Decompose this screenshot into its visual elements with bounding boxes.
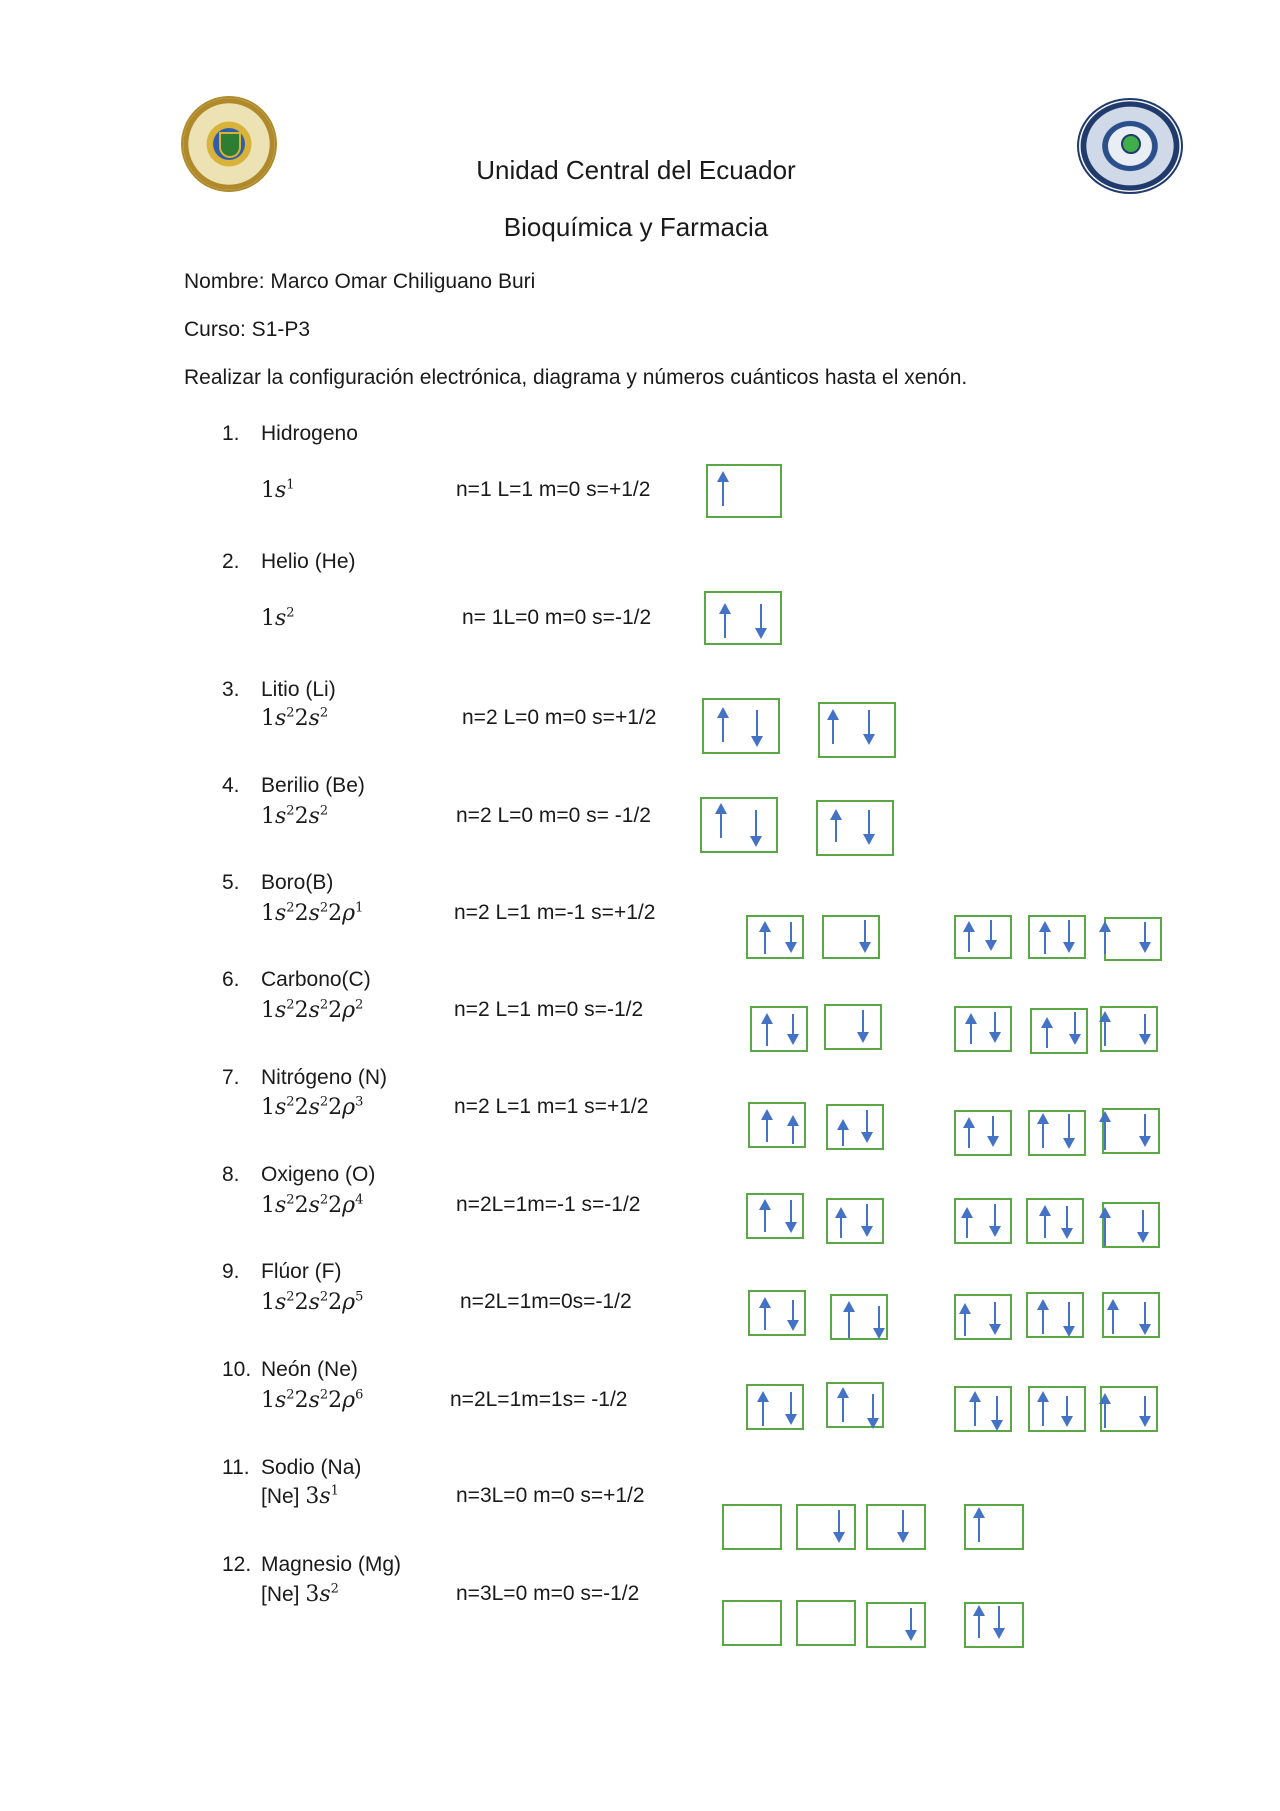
quantum-numbers: n=2L=1m=-1 s=-1/2 [456, 1193, 641, 1216]
shell-number: 2 [294, 1193, 309, 1218]
shell-number: 1 [261, 1388, 275, 1413]
subshell-letter: s [275, 606, 287, 631]
element-name: Magnesio (Mg) [261, 1553, 402, 1576]
spin-down-arrow-icon [998, 1606, 1000, 1630]
spin-down-arrow-icon [1144, 922, 1146, 944]
shell-number: 1 [261, 606, 275, 631]
document-title: Unidad Central del Ecuador [476, 155, 796, 185]
quantum-numbers: n=2 L=1 m=-1 s=+1/2 [454, 901, 656, 924]
spin-up-arrow-icon [842, 1396, 844, 1422]
shell-number: 3 [305, 1484, 320, 1509]
electron-count: 2 [319, 1094, 329, 1110]
electron-count: 2 [319, 1289, 329, 1305]
spin-down-arrow-icon [1066, 1396, 1068, 1418]
spin-down-arrow-icon [1144, 1014, 1146, 1036]
element-number: 8. [222, 1163, 240, 1186]
shell-number: 2 [328, 998, 343, 1023]
subshell-letter: s [275, 901, 287, 926]
orbital-box [1026, 1198, 1084, 1244]
orbital-box [700, 797, 778, 853]
spin-down-arrow-icon [910, 1608, 912, 1632]
spin-down-arrow-icon [866, 1110, 868, 1134]
shell-number: 1 [261, 998, 275, 1023]
electron-configuration [261, 1290, 363, 1315]
subshell-letter: ρ [342, 1193, 356, 1218]
spin-down-arrow-icon [1074, 1012, 1076, 1036]
shell-number: 2 [328, 1388, 343, 1413]
spin-down-arrow-icon [1144, 1396, 1146, 1418]
orbital-box [824, 1004, 882, 1050]
quantum-numbers: n=3L=0 m=0 s=-1/2 [456, 1582, 640, 1605]
electron-configuration [261, 606, 295, 631]
subshell-letter: s [308, 1290, 320, 1315]
spin-up-arrow-icon [848, 1310, 850, 1338]
shell-number: 1 [261, 1193, 275, 1218]
spin-up-arrow-icon [720, 812, 722, 838]
orbital-box [702, 698, 780, 754]
electron-count: 2 [286, 1192, 295, 1208]
spin-down-arrow-icon [902, 1510, 904, 1534]
spin-down-arrow-icon [1068, 1302, 1070, 1328]
spin-down-arrow-icon [878, 1306, 880, 1330]
electron-count: 3 [355, 1094, 364, 1110]
electron-count: 2 [319, 900, 329, 916]
spin-down-arrow-icon [872, 1394, 874, 1420]
course-line: Curso: S1-P3 [184, 318, 311, 341]
subshell-letter: s [308, 901, 320, 926]
electron-configuration [261, 1484, 339, 1509]
spin-down-arrow-icon [1068, 920, 1070, 944]
shell-number: 2 [328, 1290, 343, 1315]
subshell-letter: s [275, 1095, 287, 1120]
orbital-box [796, 1504, 856, 1550]
shell-number: 3 [305, 1582, 320, 1607]
spin-up-arrow-icon [966, 1216, 968, 1238]
subshell-letter: ρ [342, 1388, 356, 1413]
spin-down-arrow-icon [868, 710, 870, 736]
element-name: Berilio (Be) [261, 774, 365, 797]
spin-down-arrow-icon [838, 1510, 840, 1534]
element-number: 7. [222, 1066, 240, 1089]
spin-up-arrow-icon [1104, 930, 1106, 954]
spin-down-arrow-icon [862, 1010, 864, 1034]
shell-number: 2 [328, 901, 343, 926]
spin-up-arrow-icon [970, 1022, 972, 1044]
spin-down-arrow-icon [755, 810, 757, 838]
electron-count: 2 [319, 997, 329, 1013]
spin-up-arrow-icon [766, 1022, 768, 1046]
spin-up-arrow-icon [1042, 1308, 1044, 1334]
spin-down-arrow-icon [1066, 1206, 1068, 1230]
orbital-box [954, 1006, 1012, 1052]
spin-up-arrow-icon [722, 480, 724, 506]
electron-count: 2 [286, 1094, 295, 1110]
spin-up-arrow-icon [764, 1208, 766, 1232]
electron-count: 2 [286, 605, 295, 621]
electron-count: 5 [355, 1289, 364, 1305]
spin-up-arrow-icon [1104, 1120, 1106, 1150]
orbital-box [796, 1600, 856, 1646]
subshell-letter: ρ [342, 901, 356, 926]
electron-count: 2 [286, 1289, 295, 1305]
spin-up-arrow-icon [968, 930, 970, 952]
quantum-numbers: n=2 L=0 m=0 s= -1/2 [456, 804, 651, 827]
element-number: 11. [222, 1456, 250, 1479]
electron-configuration [261, 1582, 339, 1607]
element-number: 2. [222, 550, 240, 573]
shell-number: 1 [261, 804, 275, 829]
subshell-letter: s [308, 1095, 320, 1120]
spin-down-arrow-icon [756, 710, 758, 738]
electron-count: 2 [355, 997, 364, 1013]
spin-down-arrow-icon [996, 1396, 998, 1422]
electron-count: 2 [286, 1387, 295, 1403]
orbital-box [954, 1294, 1012, 1340]
spin-down-arrow-icon [868, 810, 870, 836]
orbital-box [816, 800, 894, 856]
electron-count: 2 [286, 705, 295, 721]
electron-count: 4 [355, 1192, 364, 1208]
electron-count: 1 [286, 477, 295, 493]
spin-up-arrow-icon [764, 1306, 766, 1330]
spin-down-arrow-icon [790, 922, 792, 944]
shell-number: 1 [261, 706, 275, 731]
spin-down-arrow-icon [994, 1204, 996, 1228]
spin-up-arrow-icon [766, 1118, 768, 1142]
element-number: 1. [222, 422, 240, 445]
spin-up-arrow-icon [1046, 1026, 1048, 1048]
shell-number: 2 [328, 1095, 343, 1120]
orbital-box [1104, 917, 1162, 961]
spin-up-arrow-icon [764, 930, 766, 954]
spin-down-arrow-icon [760, 604, 762, 630]
shell-number: 1 [261, 1095, 275, 1120]
spin-up-arrow-icon [724, 612, 726, 638]
spin-down-arrow-icon [990, 920, 992, 942]
element-name: Helio (He) [261, 550, 356, 573]
electron-configuration [261, 706, 328, 731]
spin-up-arrow-icon [792, 1124, 794, 1144]
spin-down-arrow-icon [792, 1300, 794, 1322]
element-number: 3. [222, 678, 240, 701]
spin-up-arrow-icon [1042, 1400, 1044, 1426]
spin-up-arrow-icon [974, 1400, 976, 1426]
spin-up-arrow-icon [1104, 1402, 1106, 1428]
shell-number: 2 [328, 1193, 343, 1218]
orbital-box [722, 1600, 782, 1646]
electron-configuration [261, 998, 363, 1023]
configuration-core: [Ne] [261, 1485, 306, 1508]
spin-down-arrow-icon [790, 1200, 792, 1224]
element-name: Nitrógeno (N) [261, 1066, 388, 1089]
quantum-numbers: n=2 L=1 m=1 s=+1/2 [454, 1095, 649, 1118]
spin-down-arrow-icon [994, 1012, 996, 1034]
subshell-letter: s [319, 1484, 331, 1509]
subshell-letter: s [275, 706, 287, 731]
electron-count: 2 [330, 1581, 339, 1597]
subshell-letter: s [275, 1388, 287, 1413]
spin-up-arrow-icon [968, 1126, 970, 1148]
element-number: 9. [222, 1260, 240, 1283]
spin-up-arrow-icon [832, 718, 834, 744]
subshell-letter: s [308, 706, 320, 731]
shell-number: 2 [294, 1388, 309, 1413]
spin-down-arrow-icon [1142, 1210, 1144, 1234]
student-name: Nombre: Marco Omar Chiliguano Buri [184, 270, 536, 293]
subshell-letter: s [275, 804, 287, 829]
orbital-box [704, 591, 782, 645]
electron-count: 2 [319, 803, 329, 819]
electron-configuration [261, 1193, 363, 1218]
subshell-letter: s [275, 998, 287, 1023]
element-number: 4. [222, 774, 240, 797]
seal-molecule-icon [1121, 134, 1141, 154]
electron-count: 1 [330, 1483, 339, 1499]
quantum-numbers: n=2 L=0 m=0 s=+1/2 [462, 706, 657, 729]
subshell-letter: ρ [342, 998, 356, 1023]
subshell-letter: ρ [342, 1095, 356, 1120]
spin-up-arrow-icon [722, 716, 724, 742]
shell-number: 1 [261, 901, 275, 926]
shell-number: 2 [294, 998, 309, 1023]
spin-down-arrow-icon [994, 1302, 996, 1326]
orbital-box [826, 1198, 884, 1244]
element-number: 12. [222, 1553, 252, 1576]
orbital-box [954, 1386, 1012, 1432]
orbital-box [750, 1006, 808, 1052]
shell-number: 2 [294, 1095, 309, 1120]
orbital-box [1030, 1008, 1088, 1054]
element-name: Neón (Ne) [261, 1358, 358, 1381]
shell-number: 2 [294, 1290, 309, 1315]
orbital-box [826, 1104, 884, 1150]
spin-up-arrow-icon [978, 1614, 980, 1638]
spin-down-arrow-icon [792, 1014, 794, 1036]
subshell-letter: ρ [342, 1290, 356, 1315]
element-name: Oxigeno (O) [261, 1163, 376, 1186]
quantum-numbers: n=1 L=1 m=0 s=+1/2 [456, 478, 651, 501]
shell-number: 1 [261, 478, 275, 503]
orbital-box [866, 1504, 926, 1550]
spin-up-arrow-icon [762, 1400, 764, 1426]
spin-down-arrow-icon [864, 920, 866, 944]
spin-up-arrow-icon [1112, 1308, 1114, 1334]
orbital-box [722, 1504, 782, 1550]
subshell-letter: s [319, 1582, 331, 1607]
electron-count: 2 [286, 900, 295, 916]
document-subtitle: Bioquímica y Farmacia [503, 212, 769, 242]
orbital-box [1028, 915, 1086, 959]
orbital-box [822, 915, 880, 959]
spin-down-arrow-icon [1144, 1114, 1146, 1138]
spin-up-arrow-icon [1044, 930, 1046, 954]
spin-down-arrow-icon [1068, 1114, 1070, 1140]
spin-down-arrow-icon [790, 1392, 792, 1416]
subshell-letter: s [275, 1193, 287, 1218]
element-number: 6. [222, 968, 240, 991]
spin-up-arrow-icon [1042, 1122, 1044, 1148]
electron-count: 2 [319, 1387, 329, 1403]
spin-up-arrow-icon [842, 1128, 844, 1146]
quantum-numbers: n=3L=0 m=0 s=+1/2 [456, 1484, 645, 1507]
spin-up-arrow-icon [840, 1216, 842, 1238]
electron-configuration [261, 804, 328, 829]
subshell-letter: s [308, 1388, 320, 1413]
electron-count: 2 [319, 1192, 329, 1208]
orbital-box [1026, 1292, 1084, 1338]
element-name: Carbono(C) [261, 968, 371, 991]
quantum-numbers: n=2L=1m=1s= -1/2 [450, 1388, 628, 1411]
spin-up-arrow-icon [964, 1312, 966, 1336]
spin-up-arrow-icon [1104, 1020, 1106, 1046]
spin-down-arrow-icon [866, 1204, 868, 1228]
electron-count: 6 [355, 1387, 364, 1403]
electron-configuration [261, 901, 363, 926]
spin-up-arrow-icon [1044, 1214, 1046, 1238]
subshell-letter: s [308, 1193, 320, 1218]
spin-down-arrow-icon [1144, 1302, 1146, 1326]
electron-count: 2 [286, 803, 295, 819]
spin-up-arrow-icon [978, 1516, 980, 1542]
shell-number: 1 [261, 1290, 275, 1315]
orbital-box [954, 1198, 1012, 1244]
element-number: 10. [222, 1358, 252, 1381]
subshell-letter: s [308, 804, 320, 829]
subshell-letter: s [275, 478, 287, 503]
element-name: Hidrogeno [261, 422, 358, 445]
electron-count: 1 [355, 900, 364, 916]
electron-count: 2 [286, 997, 295, 1013]
quantum-numbers: n=2 L=1 m=0 s=-1/2 [454, 998, 644, 1021]
spin-up-arrow-icon [835, 818, 837, 842]
electron-count: 2 [319, 705, 329, 721]
quantum-numbers: n= 1L=0 m=0 s=-1/2 [462, 606, 652, 629]
quantum-numbers: n=2L=1m=0s=-1/2 [460, 1290, 632, 1313]
subshell-letter: s [308, 998, 320, 1023]
electron-configuration [261, 478, 295, 503]
instruction-text: Realizar la configuración electrónica, diagrama y números cuánticos hasta el xenón. [184, 366, 968, 389]
element-name: Sodio (Na) [261, 1456, 362, 1479]
element-name: Litio (Li) [261, 678, 336, 701]
subshell-letter: s [275, 1290, 287, 1315]
element-name: Flúor (F) [261, 1260, 342, 1283]
spin-up-arrow-icon [1104, 1216, 1106, 1246]
configuration-core: [Ne] [261, 1583, 306, 1606]
electron-configuration [261, 1388, 363, 1413]
shell-number: 2 [294, 706, 309, 731]
shell-number: 2 [294, 804, 309, 829]
shell-number: 2 [294, 901, 309, 926]
element-name: Boro(B) [261, 871, 334, 894]
spin-down-arrow-icon [992, 1116, 994, 1138]
orbital-box [866, 1602, 926, 1648]
element-number: 5. [222, 871, 240, 894]
electron-configuration [261, 1095, 363, 1120]
